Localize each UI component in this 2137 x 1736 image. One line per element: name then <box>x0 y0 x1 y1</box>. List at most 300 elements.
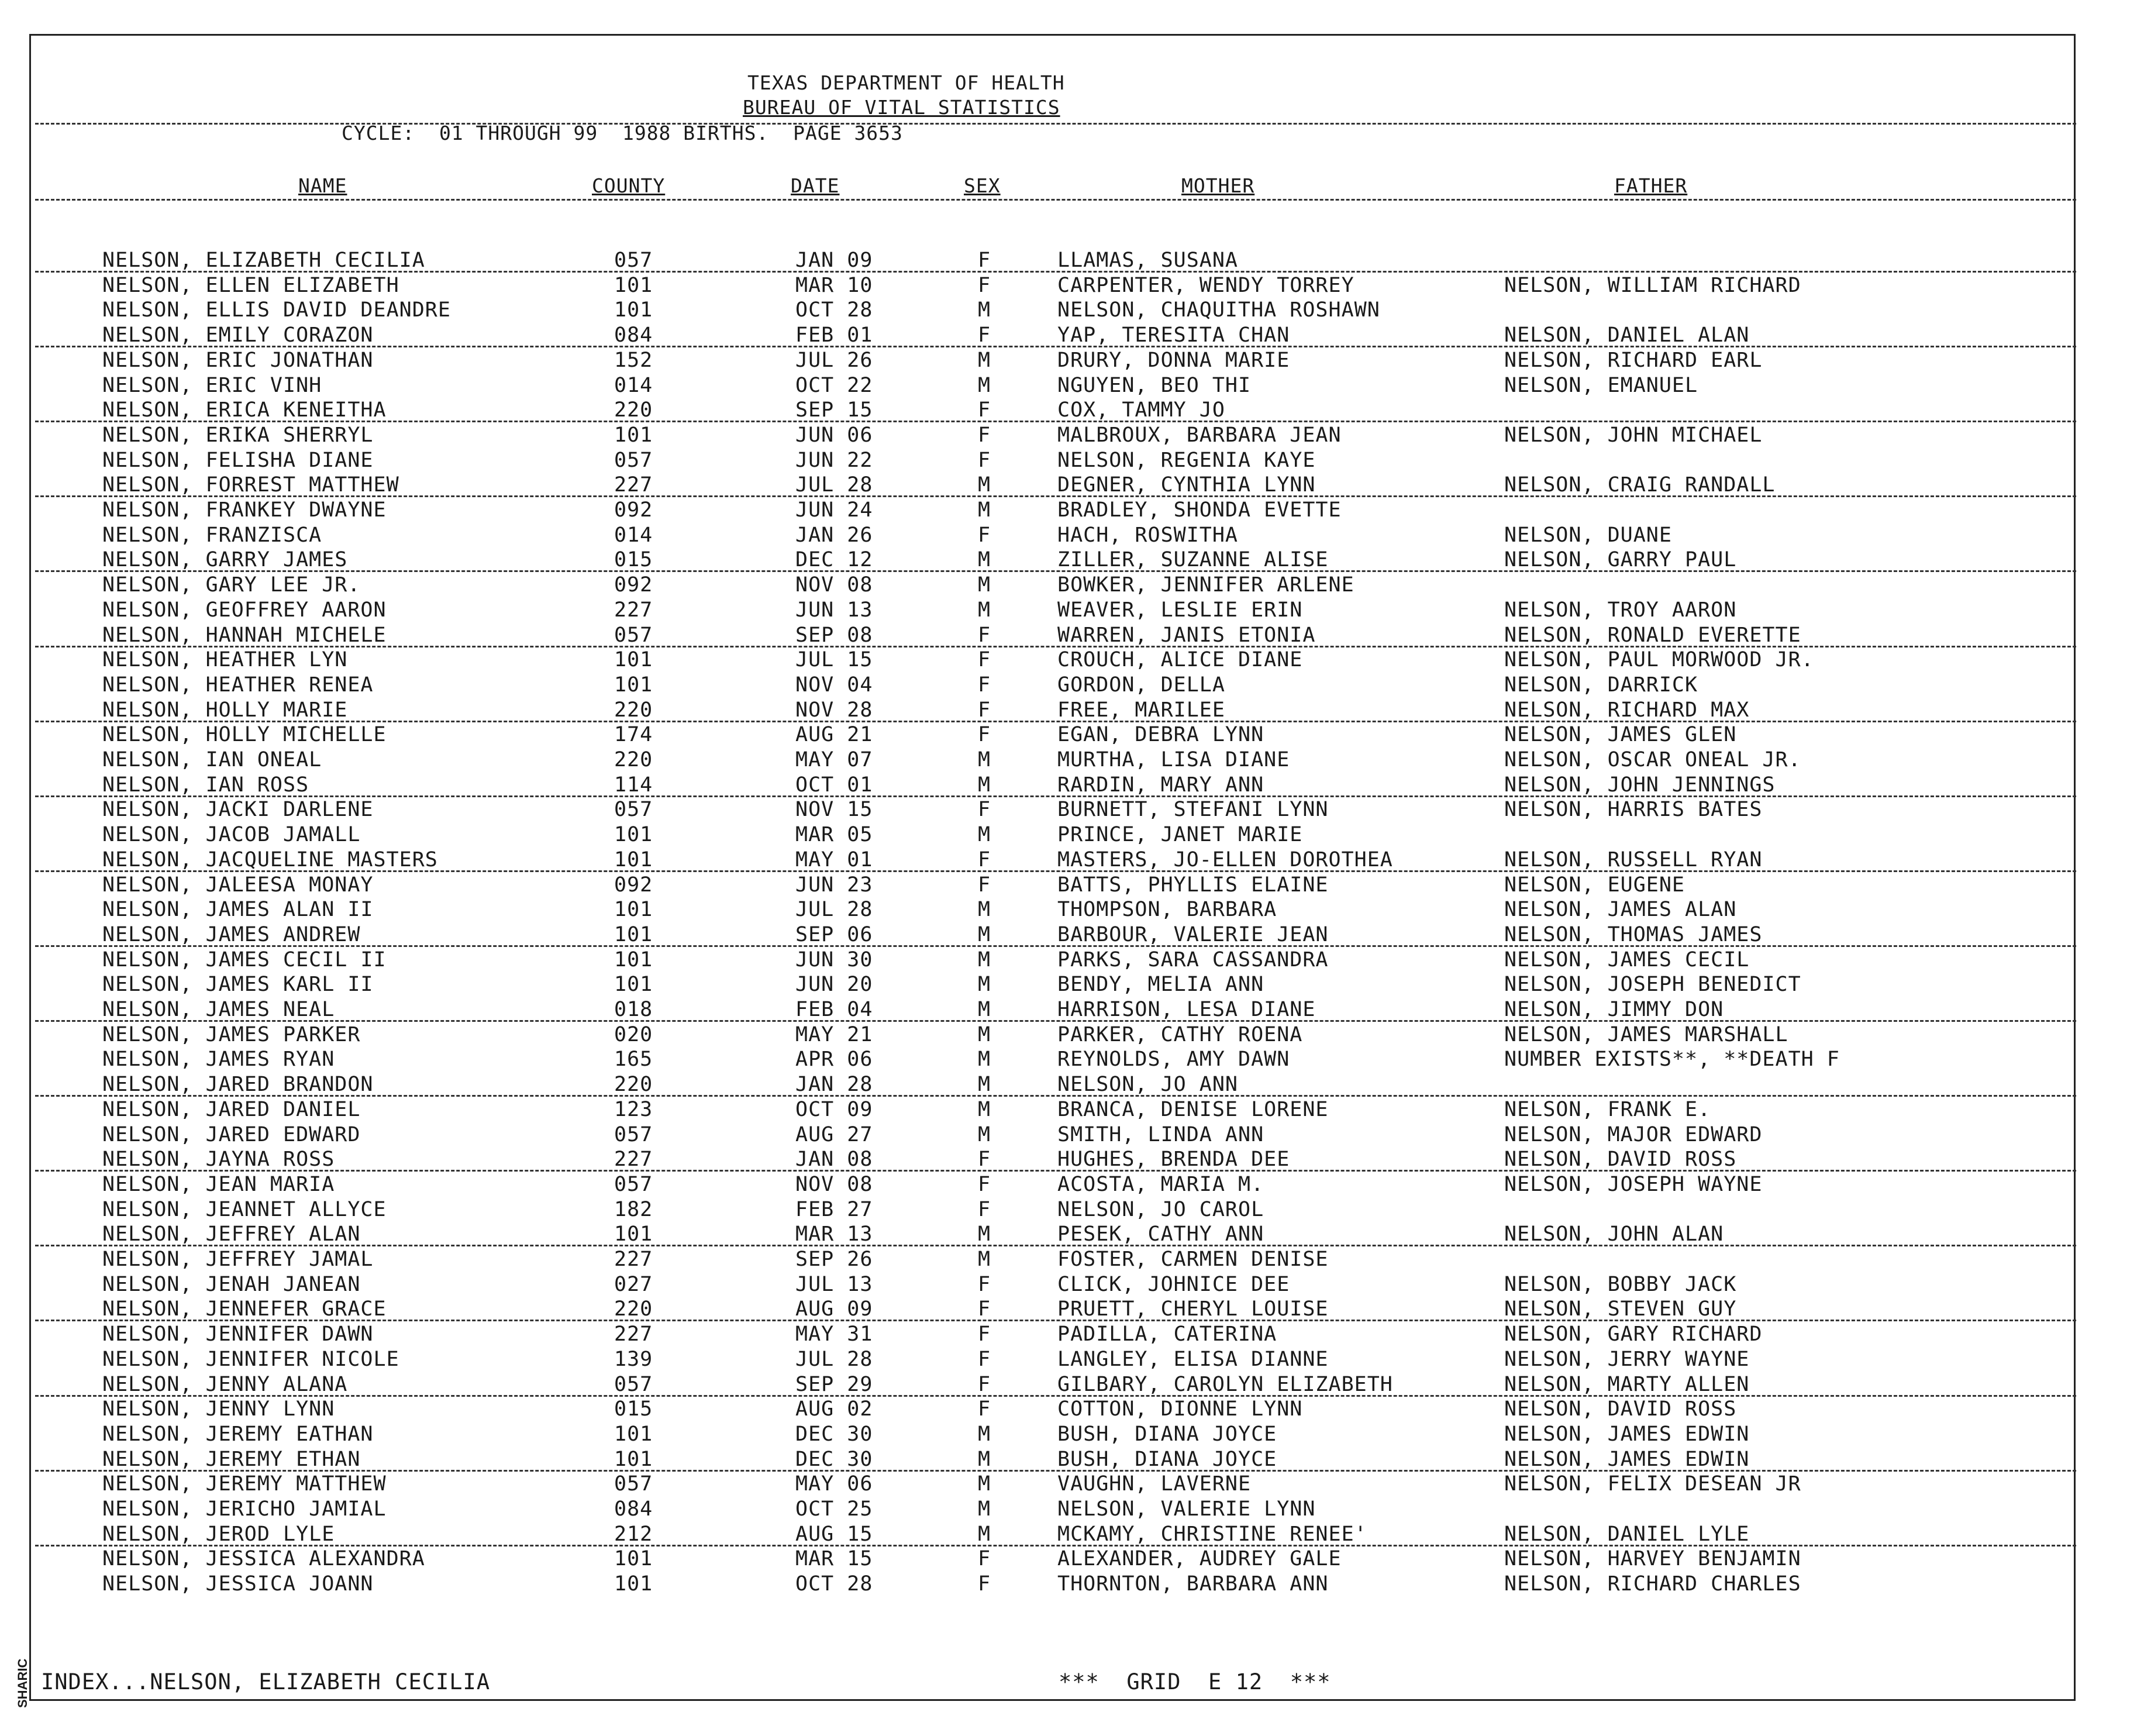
row-father: NELSON, DARRICK <box>1504 673 1698 697</box>
row-date: OCT 28 <box>795 298 873 322</box>
row-date: SEP 15 <box>795 398 873 422</box>
row-name: NELSON, IAN ONEAL <box>102 748 322 771</box>
row-sex: M <box>978 1472 991 1496</box>
row-name: NELSON, ELIZABETH CECILIA <box>102 249 425 272</box>
row-name: NELSON, IAN ROSS <box>102 773 309 797</box>
row-mother: HARRISON, LESA DIANE <box>1057 998 1316 1021</box>
row-father: NELSON, JAMES EDWIN <box>1504 1422 1750 1446</box>
row-father: NELSON, OSCAR ONEAL JR. <box>1504 748 1801 771</box>
row-date: SEP 29 <box>795 1373 873 1396</box>
side-stamp <box>0 1649 30 1708</box>
row-date: NOV 15 <box>795 798 873 821</box>
row-date: JUL 28 <box>795 473 873 497</box>
group-separator-rule <box>35 570 2076 572</box>
row-father: NELSON, JIMMY DON <box>1504 998 1724 1021</box>
column-header-rule <box>35 199 2076 201</box>
row-date: JAN 26 <box>795 523 873 547</box>
group-separator-rule <box>35 1320 2076 1321</box>
row-name: NELSON, JENNY LYNN <box>102 1397 335 1421</box>
row-date: AUG 21 <box>795 723 873 746</box>
row-county: 212 <box>614 1523 653 1546</box>
row-sex: F <box>978 423 991 447</box>
row-father: NELSON, EUGENE <box>1504 873 1686 897</box>
row-county: 123 <box>614 1098 653 1121</box>
row-sex: M <box>978 1222 991 1246</box>
row-sex: F <box>978 1572 991 1596</box>
row-county: 015 <box>614 1397 653 1421</box>
row-county: 165 <box>614 1048 653 1071</box>
row-father: NELSON, STEVEN GUY <box>1504 1297 1737 1321</box>
row-sex: M <box>978 374 991 397</box>
col-header-father: FATHER <box>1614 174 1688 197</box>
group-separator-rule <box>35 495 2076 497</box>
row-mother: WEAVER, LESLIE ERIN <box>1057 598 1303 622</box>
row-mother: HACH, ROSWITHA <box>1057 523 1239 547</box>
row-father: NELSON, THOMAS JAMES <box>1504 923 1763 946</box>
row-father: NELSON, JAMES ALAN <box>1504 898 1737 921</box>
row-date: DEC 12 <box>795 548 873 571</box>
row-county: 014 <box>614 523 653 547</box>
row-mother: HUGHES, BRENDA DEE <box>1057 1148 1290 1171</box>
row-county: 101 <box>614 1547 653 1570</box>
row-father: NELSON, WILLIAM RICHARD <box>1504 274 1801 297</box>
row-name: NELSON, GEOFFREY AARON <box>102 598 387 622</box>
row-county: 057 <box>614 1472 653 1496</box>
side-stamp-text: SHARIC <box>15 1658 30 1708</box>
row-mother: SMITH, LINDA ANN <box>1057 1123 1264 1146</box>
row-county: 101 <box>614 848 653 872</box>
row-sex: M <box>978 823 991 846</box>
group-separator-rule <box>35 795 2076 797</box>
row-sex: M <box>978 998 991 1021</box>
row-father: NELSON, FELIX DESEAN JR <box>1504 1472 1801 1496</box>
row-date: JUN 23 <box>795 873 873 897</box>
row-mother: CLICK, JOHNICE DEE <box>1057 1273 1290 1296</box>
row-county: 101 <box>614 274 653 297</box>
row-name: NELSON, JARED DANIEL <box>102 1098 361 1121</box>
row-father: NELSON, DAVID ROSS <box>1504 1148 1737 1171</box>
row-name: NELSON, JEREMY MATTHEW <box>102 1472 387 1496</box>
row-name: NELSON, JAYNA ROSS <box>102 1148 335 1171</box>
row-mother: YAP, TERESITA CHAN <box>1057 323 1290 347</box>
row-date: JUN 22 <box>795 449 873 472</box>
row-date: JUN 06 <box>795 423 873 447</box>
row-county: 101 <box>614 973 653 996</box>
row-date: OCT 22 <box>795 374 873 397</box>
row-county: 101 <box>614 1422 653 1446</box>
row-date: OCT 09 <box>795 1098 873 1121</box>
row-mother: LANGLEY, ELISA DIANNE <box>1057 1348 1329 1371</box>
row-sex: F <box>978 1173 991 1196</box>
row-date: MAR 05 <box>795 823 873 846</box>
row-sex: M <box>978 1073 991 1096</box>
row-county: 057 <box>614 1373 653 1396</box>
row-mother: BARBOUR, VALERIE JEAN <box>1057 923 1329 946</box>
row-name: NELSON, JAMES ALAN II <box>102 898 374 921</box>
row-father: NELSON, JAMES GLEN <box>1504 723 1737 746</box>
col-header-county: COUNTY <box>592 174 666 197</box>
row-name: NELSON, JACOB JAMALL <box>102 823 361 846</box>
row-name: NELSON, ERICA KENEITHA <box>102 398 387 422</box>
row-mother: BATTS, PHYLLIS ELAINE <box>1057 873 1329 897</box>
row-name: NELSON, JAMES NEAL <box>102 998 335 1021</box>
row-mother: PARKS, SARA CASSANDRA <box>1057 948 1329 972</box>
row-sex: M <box>978 973 991 996</box>
row-name: NELSON, HANNAH MICHELE <box>102 624 387 647</box>
group-separator-rule <box>35 721 2076 722</box>
row-date: MAY 07 <box>795 748 873 771</box>
row-name: NELSON, JAMES ANDREW <box>102 923 361 946</box>
row-name: NELSON, GARY LEE JR. <box>102 573 361 597</box>
row-name: NELSON, JESSICA JOANN <box>102 1572 374 1596</box>
row-father: NELSON, JOHN JENNINGS <box>1504 773 1776 797</box>
row-name: NELSON, FRANKEY DWAYNE <box>102 498 387 522</box>
row-sex: M <box>978 498 991 522</box>
row-county: 101 <box>614 948 653 972</box>
row-date: FEB 04 <box>795 998 873 1021</box>
row-mother: NELSON, JO ANN <box>1057 1073 1239 1096</box>
row-name: NELSON, ELLEN ELIZABETH <box>102 274 399 297</box>
row-county: 227 <box>614 1148 653 1171</box>
col-header-name: NAME <box>298 174 347 197</box>
row-county: 227 <box>614 473 653 497</box>
row-father: NELSON, PAUL MORWOOD JR. <box>1504 648 1814 671</box>
row-name: NELSON, JEROD LYLE <box>102 1523 335 1546</box>
row-date: MAY 21 <box>795 1023 873 1046</box>
row-mother: REYNOLDS, AMY DAWN <box>1057 1048 1290 1071</box>
row-county: 227 <box>614 1248 653 1271</box>
row-sex: M <box>978 1523 991 1546</box>
row-mother: RARDIN, MARY ANN <box>1057 773 1264 797</box>
row-county: 220 <box>614 1073 653 1096</box>
row-sex: F <box>978 1198 991 1221</box>
row-name: NELSON, HEATHER RENEA <box>102 673 374 697</box>
row-mother: MALBROUX, BARBARA JEAN <box>1057 423 1342 447</box>
row-county: 057 <box>614 798 653 821</box>
row-mother: PRINCE, JANET MARIE <box>1057 823 1303 846</box>
row-date: APR 06 <box>795 1048 873 1071</box>
row-date: JUN 13 <box>795 598 873 622</box>
row-father: NELSON, RICHARD MAX <box>1504 698 1750 722</box>
row-name: NELSON, JEREMY EATHAN <box>102 1422 374 1446</box>
row-mother: COTTON, DIONNE LYNN <box>1057 1397 1303 1421</box>
row-mother: DEGNER, CYNTHIA LYNN <box>1057 473 1316 497</box>
row-date: AUG 27 <box>795 1123 873 1146</box>
row-sex: M <box>978 1422 991 1446</box>
row-father: NELSON, JAMES CECIL <box>1504 948 1750 972</box>
row-sex: F <box>978 798 991 821</box>
row-mother: NELSON, CHAQUITHA ROSHAWN <box>1057 298 1380 322</box>
row-name: NELSON, HOLLY MICHELLE <box>102 723 387 746</box>
row-father: NELSON, BOBBY JACK <box>1504 1273 1737 1296</box>
row-county: 092 <box>614 873 653 897</box>
row-date: MAY 01 <box>795 848 873 872</box>
row-county: 114 <box>614 773 653 797</box>
row-father: NELSON, EMANUEL <box>1504 374 1698 397</box>
row-date: JUL 28 <box>795 898 873 921</box>
row-father: NELSON, MAJOR EDWARD <box>1504 1123 1763 1146</box>
row-date: NOV 08 <box>795 573 873 597</box>
row-date: SEP 26 <box>795 1248 873 1271</box>
row-county: 057 <box>614 249 653 272</box>
row-name: NELSON, JEFFREY ALAN <box>102 1222 361 1246</box>
row-date: MAR 13 <box>795 1222 873 1246</box>
row-date: JUN 30 <box>795 948 873 972</box>
row-county: 101 <box>614 423 653 447</box>
row-sex: M <box>978 1448 991 1471</box>
row-date: FEB 01 <box>795 323 873 347</box>
row-mother: MCKAMY, CHRISTINE RENEE' <box>1057 1523 1367 1546</box>
row-mother: BENDY, MELIA ANN <box>1057 973 1264 996</box>
row-sex: M <box>978 298 991 322</box>
row-county: 014 <box>614 374 653 397</box>
row-sex: F <box>978 449 991 472</box>
row-county: 057 <box>614 449 653 472</box>
row-date: JAN 28 <box>795 1073 873 1096</box>
row-mother: PARKER, CATHY ROENA <box>1057 1023 1303 1046</box>
row-name: NELSON, JEFFREY JAMAL <box>102 1248 374 1271</box>
group-separator-rule <box>35 1245 2076 1246</box>
row-county: 101 <box>614 1448 653 1471</box>
row-name: NELSON, JEAN MARIA <box>102 1173 335 1196</box>
row-date: JUN 20 <box>795 973 873 996</box>
header-bureau: BUREAU OF VITAL STATISTICS <box>743 96 1060 119</box>
row-date: SEP 06 <box>795 923 873 946</box>
row-mother: ALEXANDER, AUDREY GALE <box>1057 1547 1342 1570</box>
row-sex: F <box>978 624 991 647</box>
row-sex: F <box>978 673 991 697</box>
row-father: NELSON, TROY AARON <box>1504 598 1737 622</box>
group-separator-rule <box>35 1095 2076 1097</box>
row-sex: F <box>978 1348 991 1371</box>
row-sex: M <box>978 773 991 797</box>
row-date: JUL 26 <box>795 349 873 372</box>
row-county: 092 <box>614 498 653 522</box>
row-mother: BUSH, DIANA JOYCE <box>1057 1448 1277 1471</box>
row-county: 182 <box>614 1198 653 1221</box>
row-sex: F <box>978 398 991 422</box>
row-county: 101 <box>614 1222 653 1246</box>
row-name: NELSON, JAMES CECIL II <box>102 948 387 972</box>
row-county: 015 <box>614 548 653 571</box>
row-name: NELSON, ELLIS DAVID DEANDRE <box>102 298 451 322</box>
row-sex: F <box>978 1322 991 1346</box>
row-date: JUL 15 <box>795 648 873 671</box>
row-name: NELSON, JARED BRANDON <box>102 1073 374 1096</box>
row-county: 084 <box>614 1497 653 1521</box>
row-father: NELSON, JERRY WAYNE <box>1504 1348 1750 1371</box>
row-date: MAY 06 <box>795 1472 873 1496</box>
group-separator-rule <box>35 271 2076 273</box>
row-mother: NELSON, JO CAROL <box>1057 1198 1264 1221</box>
row-date: OCT 01 <box>795 773 873 797</box>
row-name: NELSON, JALEESA MONAY <box>102 873 374 897</box>
row-name: NELSON, JERICHO JAMIAL <box>102 1497 387 1521</box>
row-father: NELSON, JAMES EDWIN <box>1504 1448 1750 1471</box>
row-father: NELSON, JOHN ALAN <box>1504 1222 1724 1246</box>
row-county: 101 <box>614 898 653 921</box>
row-county: 220 <box>614 748 653 771</box>
row-sex: M <box>978 349 991 372</box>
row-county: 220 <box>614 1297 653 1321</box>
row-county: 139 <box>614 1348 653 1371</box>
row-name: NELSON, JARED EDWARD <box>102 1123 361 1146</box>
row-county: 057 <box>614 1123 653 1146</box>
row-sex: F <box>978 698 991 722</box>
row-father: NELSON, JAMES MARSHALL <box>1504 1023 1788 1046</box>
row-sex: F <box>978 1148 991 1171</box>
row-father: NELSON, RONALD EVERETTE <box>1504 624 1801 647</box>
row-name: NELSON, JENNEFER GRACE <box>102 1297 387 1321</box>
row-sex: F <box>978 1397 991 1421</box>
row-father: NELSON, FRANK E. <box>1504 1098 1711 1121</box>
row-name: NELSON, JENNIFER DAWN <box>102 1322 374 1346</box>
row-mother: BRANCA, DENISE LORENE <box>1057 1098 1329 1121</box>
row-county: 018 <box>614 998 653 1021</box>
row-mother: CARPENTER, WENDY TORREY <box>1057 274 1354 297</box>
row-sex: F <box>978 1297 991 1321</box>
row-mother: BURNETT, STEFANI LYNN <box>1057 798 1329 821</box>
row-name: NELSON, JEANNET ALLYCE <box>102 1198 387 1221</box>
row-date: JUN 24 <box>795 498 873 522</box>
row-date: JAN 09 <box>795 249 873 272</box>
row-mother: MURTHA, LISA DIANE <box>1057 748 1290 771</box>
row-date: OCT 28 <box>795 1572 873 1596</box>
row-date: MAR 15 <box>795 1547 873 1570</box>
row-mother: MASTERS, JO-ELLEN DOROTHEA <box>1057 848 1393 872</box>
row-mother: FREE, MARILEE <box>1057 698 1225 722</box>
header-cycle: CYCLE: 01 THROUGH 99 1988 BIRTHS. PAGE 3653 <box>342 122 903 144</box>
row-date: AUG 15 <box>795 1523 873 1546</box>
row-sex: F <box>978 249 991 272</box>
row-mother: GORDON, DELLA <box>1057 673 1225 697</box>
row-father: NELSON, JOSEPH WAYNE <box>1504 1173 1763 1196</box>
row-mother: NELSON, VALERIE LYNN <box>1057 1497 1316 1521</box>
row-name: NELSON, JAMES KARL II <box>102 973 374 996</box>
row-sex: M <box>978 1248 991 1271</box>
row-date: NOV 08 <box>795 1173 873 1196</box>
row-county: 092 <box>614 573 653 597</box>
row-county: 152 <box>614 349 653 372</box>
group-separator-rule <box>35 346 2076 347</box>
row-date: JAN 08 <box>795 1148 873 1171</box>
row-county: 227 <box>614 1322 653 1346</box>
row-name: NELSON, FRANZISCA <box>102 523 322 547</box>
row-sex: M <box>978 1123 991 1146</box>
row-county: 027 <box>614 1273 653 1296</box>
row-mother: ZILLER, SUZANNE ALISE <box>1057 548 1329 571</box>
row-mother: BRADLEY, SHONDA EVETTE <box>1057 498 1342 522</box>
row-father: NELSON, MARTY ALLEN <box>1504 1373 1750 1396</box>
row-county: 057 <box>614 624 653 647</box>
row-name: NELSON, ERIKA SHERRYL <box>102 423 374 447</box>
row-name: NELSON, ERIC JONATHAN <box>102 349 374 372</box>
row-name: NELSON, EMILY CORAZON <box>102 323 374 347</box>
row-mother: BUSH, DIANA JOYCE <box>1057 1422 1277 1446</box>
row-date: JUL 13 <box>795 1273 873 1296</box>
col-header-date: DATE <box>791 174 840 197</box>
row-sex: F <box>978 648 991 671</box>
row-date: NOV 04 <box>795 673 873 697</box>
row-county: 057 <box>614 1173 653 1196</box>
row-sex: F <box>978 848 991 872</box>
row-date: AUG 09 <box>795 1297 873 1321</box>
row-sex: F <box>978 1273 991 1296</box>
row-date: MAR 10 <box>795 274 873 297</box>
row-name: NELSON, JENNY ALANA <box>102 1373 348 1396</box>
row-mother: FOSTER, CARMEN DENISE <box>1057 1248 1329 1271</box>
grid-reference: *** GRID E 12 *** <box>1059 1669 1331 1694</box>
row-county: 101 <box>614 298 653 322</box>
row-sex: F <box>978 723 991 746</box>
row-sex: M <box>978 473 991 497</box>
group-separator-rule <box>35 1020 2076 1022</box>
row-name: NELSON, JACKI DARLENE <box>102 798 374 821</box>
row-sex: F <box>978 523 991 547</box>
row-name: NELSON, FELISHA DIANE <box>102 449 374 472</box>
row-county: 101 <box>614 673 653 697</box>
row-sex: M <box>978 948 991 972</box>
row-mother: NGUYEN, BEO THI <box>1057 374 1252 397</box>
row-mother: EGAN, DEBRA LYNN <box>1057 723 1264 746</box>
row-sex: M <box>978 1023 991 1046</box>
group-separator-rule <box>35 870 2076 872</box>
row-county: 101 <box>614 648 653 671</box>
group-separator-rule <box>35 421 2076 422</box>
row-name: NELSON, JESSICA ALEXANDRA <box>102 1547 425 1570</box>
row-name: NELSON, GARRY JAMES <box>102 548 348 571</box>
row-father: NELSON, JOSEPH BENEDICT <box>1504 973 1801 996</box>
row-sex: M <box>978 573 991 597</box>
row-father: NELSON, DAVID ROSS <box>1504 1397 1737 1421</box>
row-father: NELSON, GARY RICHARD <box>1504 1322 1763 1346</box>
header-agency: TEXAS DEPARTMENT OF HEALTH <box>747 71 1065 94</box>
row-mother: LLAMAS, SUSANA <box>1057 249 1239 272</box>
row-father: NELSON, DANIEL ALAN <box>1504 323 1750 347</box>
group-separator-rule <box>35 945 2076 947</box>
row-sex: F <box>978 323 991 347</box>
row-mother: ACOSTA, MARIA M. <box>1057 1173 1264 1196</box>
row-date: OCT 25 <box>795 1497 873 1521</box>
row-date: MAY 31 <box>795 1322 873 1346</box>
row-county: 101 <box>614 1572 653 1596</box>
row-sex: F <box>978 274 991 297</box>
row-father: NELSON, RICHARD EARL <box>1504 349 1763 372</box>
row-sex: F <box>978 873 991 897</box>
row-date: JUL 28 <box>795 1348 873 1371</box>
col-header-mother: MOTHER <box>1181 174 1255 197</box>
row-name: NELSON, FORREST MATTHEW <box>102 473 399 497</box>
row-mother: VAUGHN, LAVERNE <box>1057 1472 1252 1496</box>
group-separator-rule <box>35 646 2076 647</box>
row-name: NELSON, JAMES PARKER <box>102 1023 361 1046</box>
row-mother: THOMPSON, BARBARA <box>1057 898 1277 921</box>
group-separator-rule <box>35 1545 2076 1546</box>
group-separator-rule <box>35 1170 2076 1172</box>
col-header-sex: SEX <box>964 174 1001 197</box>
row-father: NELSON, RUSSELL RYAN <box>1504 848 1763 872</box>
row-name: NELSON, HEATHER LYN <box>102 648 348 671</box>
row-father: NELSON, GARRY PAUL <box>1504 548 1737 571</box>
row-father: NELSON, RICHARD CHARLES <box>1504 1572 1801 1596</box>
row-father: NELSON, HARVEY BENJAMIN <box>1504 1547 1801 1570</box>
row-father: NELSON, JOHN MICHAEL <box>1504 423 1763 447</box>
row-father: NELSON, HARRIS BATES <box>1504 798 1763 821</box>
row-name: NELSON, JAMES RYAN <box>102 1048 335 1071</box>
row-sex: M <box>978 898 991 921</box>
row-date: DEC 30 <box>795 1448 873 1471</box>
row-name: NELSON, ERIC VINH <box>102 374 322 397</box>
